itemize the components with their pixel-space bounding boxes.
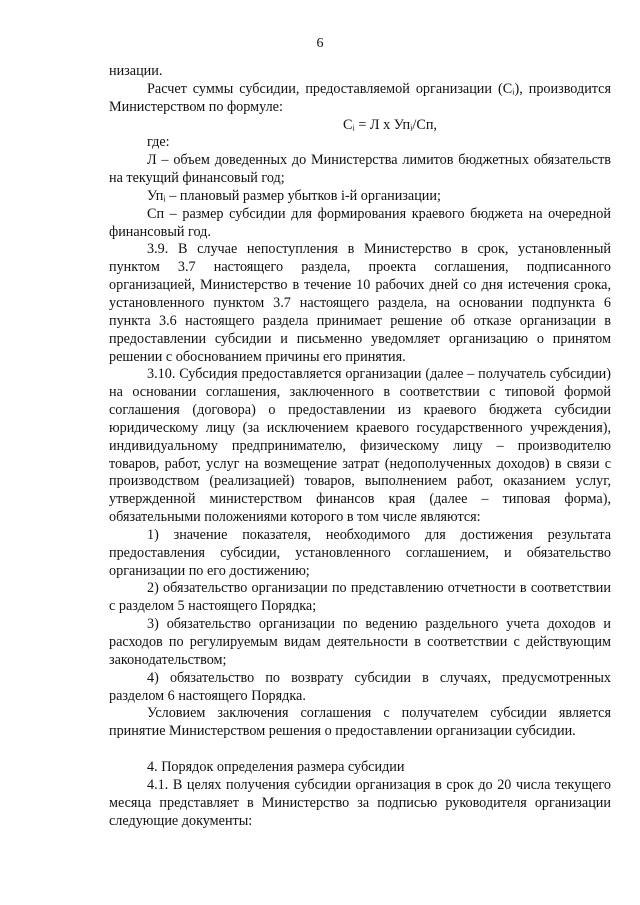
paragraph-continuation: низации.: [109, 63, 163, 79]
definition-L: Л – объем доведенных до Министерства лимитов бюджетных обязательств на текущий финансовый год;: [109, 152, 611, 187]
definition-Up: Упᵢ – плановый размер убытков i-й организации;: [147, 187, 441, 204]
list-item-4: 4) обязательство по возврату субсидии в случаях, предусмотренных разделом 6 настоящего Порядка.: [109, 669, 611, 704]
paragraph-where: где:: [147, 134, 170, 151]
list-item-3: 3) обязательство организации по ведению раздельного учета доходов и расходов по регулируемым видам деятельности в соответствии с действующим законодательством;: [109, 616, 611, 668]
list-item-2: 2) обязательство организации по представлению отчетности в соответствии с разделом 5 настоящего Порядка;: [109, 580, 611, 615]
formula: Сᵢ = Л x Упᵢ/Сп,: [343, 116, 437, 133]
paragraph-4-1: 4.1. В целях получения субсидии организация в срок до 20 числа текущего месяца представляет в Министерство за подписью руководителя организации следующие документы:: [109, 776, 611, 829]
section-heading-4: 4. Порядок определения размера субсидии: [147, 759, 405, 776]
paragraph-calculation: Расчет суммы субсидии, предоставляемой организации (Сᵢ), производится Министерством по формуле:: [109, 80, 611, 115]
list-item-1: 1) значение показателя, необходимого для достижения результата предоставления субсидии, установленного соглашением, и обязательство организации по его достижению;: [109, 526, 611, 579]
paragraph-condition: Условием заключения соглашения с получателем субсидии является принятие Министерством решения о предоставлении организации субсидии.: [109, 705, 611, 740]
section-gap: [109, 741, 611, 759]
page-number: 6: [316, 36, 324, 51]
paragraph-3-9: 3.9. В случае непоступления в Министерство в срок, установленный пунктом 3.7 настоящего раздела, проекта соглашения, подписанного организацией, Министерство в течение 10 рабочих дней со дня истечения срока, установленного пунктом 3.7 настоящего раздела, на основании подпункта 6 пункта 3.6 настоящего раздела принимает решение об отказе организации в предоставлении субсидии и письменно уведомляет организацию о принятом решении с обоснованием причины его принятия.: [109, 241, 611, 365]
paragraph-3-10: 3.10. Субсидия предоставляется организации (далее – получатель субсидии) на основании соглашения, заключенного в соответствии с типовой формой соглашения (договора) о предоставлении из краевого бюджета субсидии юридическому лицу (за исключением краевого государственного учреждения), индивидуальному предпринимателю, физическому лицу – производителю товаров, работ, услуг на возмещение затрат (недополученных доходов) в связи с производством (реализацией) товаров, выполнением работ, оказанием услуг, утвержденной министерством финансов края (далее – типовая форма), обязательными положениями которого в том числе являются:: [109, 366, 611, 526]
definition-Sp: Сп – размер субсидии для формирования краевого бюджета на очередной финансовый год.: [109, 205, 611, 240]
document-body: [109, 63, 611, 830]
